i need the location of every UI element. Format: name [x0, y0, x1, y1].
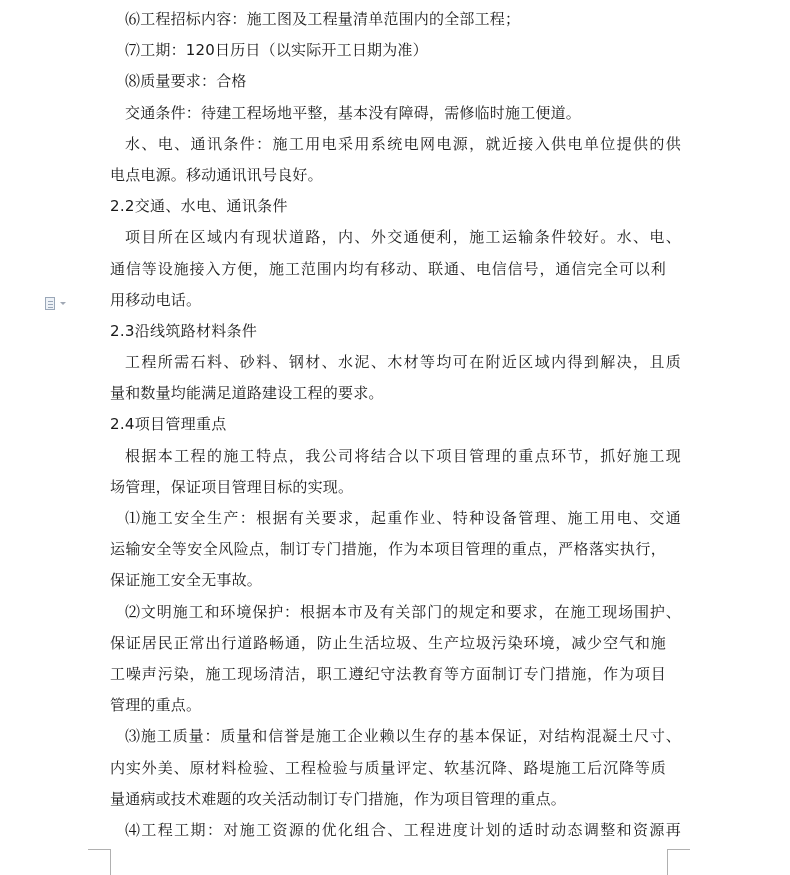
text-line: 用移动电话。 [110, 290, 202, 309]
text-line: 量通病或技术难题的攻关活动制订专门措施，作为项目管理的重点。 [110, 789, 567, 808]
text-line: 运输安全等安全风险点，制订专门措施，作为本项目管理的重点，严格落实执行， [110, 540, 666, 559]
section-heading: 2.2交通、水电、通讯条件 [110, 197, 288, 216]
text-line: 电点电源。移动通讯讯号良好。 [110, 165, 323, 184]
text-line: 量和数量均能满足道路建设工程的要求。 [110, 384, 384, 403]
text-line: 水、电、通讯条件：施工用电采用系统电网电源，就近接入供电单位提供的供 [125, 134, 681, 153]
text-line: ⑷工程工期：对施工资源的优化组合、工程进度计划的适时动态调整和资源再 [125, 820, 681, 839]
paragraph-options-button[interactable] [44, 296, 70, 312]
section-heading: 2.4项目管理重点 [110, 415, 227, 434]
text-line: 管理的重点。 [110, 696, 202, 715]
text-line: 项目所在区域内有现状道路，内、外交通便利，施工运输条件较好。水、电、 [125, 228, 681, 247]
text-line: ⑶施工质量：质量和信誉是施工企业赖以生存的基本保证，对结构混凝土尺寸、 [125, 727, 681, 746]
text-line: ⑺工期：120日历日（以实际开工日期为准） [125, 41, 428, 60]
text-line: 工程所需石料、砂料、钢材、水泥、木材等均可在附近区域内得到解决，且质 [125, 353, 681, 372]
text-line: ⑴施工安全生产：根据有关要求，起重作业、特种设备管理、施工用电、交通 [125, 509, 681, 527]
text-line: 场管理，保证项目管理目标的实现。 [110, 477, 354, 496]
document-body[interactable] [110, 4, 681, 846]
section-heading: 2.3沿线筑路材料条件 [110, 321, 258, 340]
page-corner-mark-right [667, 849, 690, 875]
text-line: 通信等设施接入方便，施工范围内均有移动、联通、电信信号，通信完全可以利 [110, 259, 666, 278]
page-corner-mark-left [88, 849, 111, 875]
document-icon [45, 297, 55, 310]
text-line: 保证居民正常出行道路畅通，防止生活垃圾、生产垃圾污染环境，减少空气和施 [110, 633, 666, 652]
text-line: ⑻质量要求：合格 [125, 72, 247, 91]
dropdown-arrow-icon [60, 302, 66, 305]
text-line: ⑹工程招标内容：施工图及工程量清单范围内的全部工程； [125, 10, 521, 28]
text-line: 保证施工安全无事故。 [110, 571, 263, 590]
text-line: 交通条件：待建工程场地平整，基本没有障碍，需修临时施工便道。 [125, 103, 582, 122]
text-line: 内实外美、原材料检验、工程检验与质量评定、软基沉降、路堤施工后沉降等质 [110, 758, 666, 777]
text-line: 根据本工程的施工特点，我公司将结合以下项目管理的重点环节，抓好施工现 [125, 446, 681, 465]
text-line: ⑵文明施工和环境保护：根据本市及有关部门的规定和要求，在施工现场围护、 [125, 602, 681, 621]
text-line: 工噪声污染，施工现场清洁，职工遵纪守法教育等方面制订专门措施，作为项目 [110, 664, 666, 683]
